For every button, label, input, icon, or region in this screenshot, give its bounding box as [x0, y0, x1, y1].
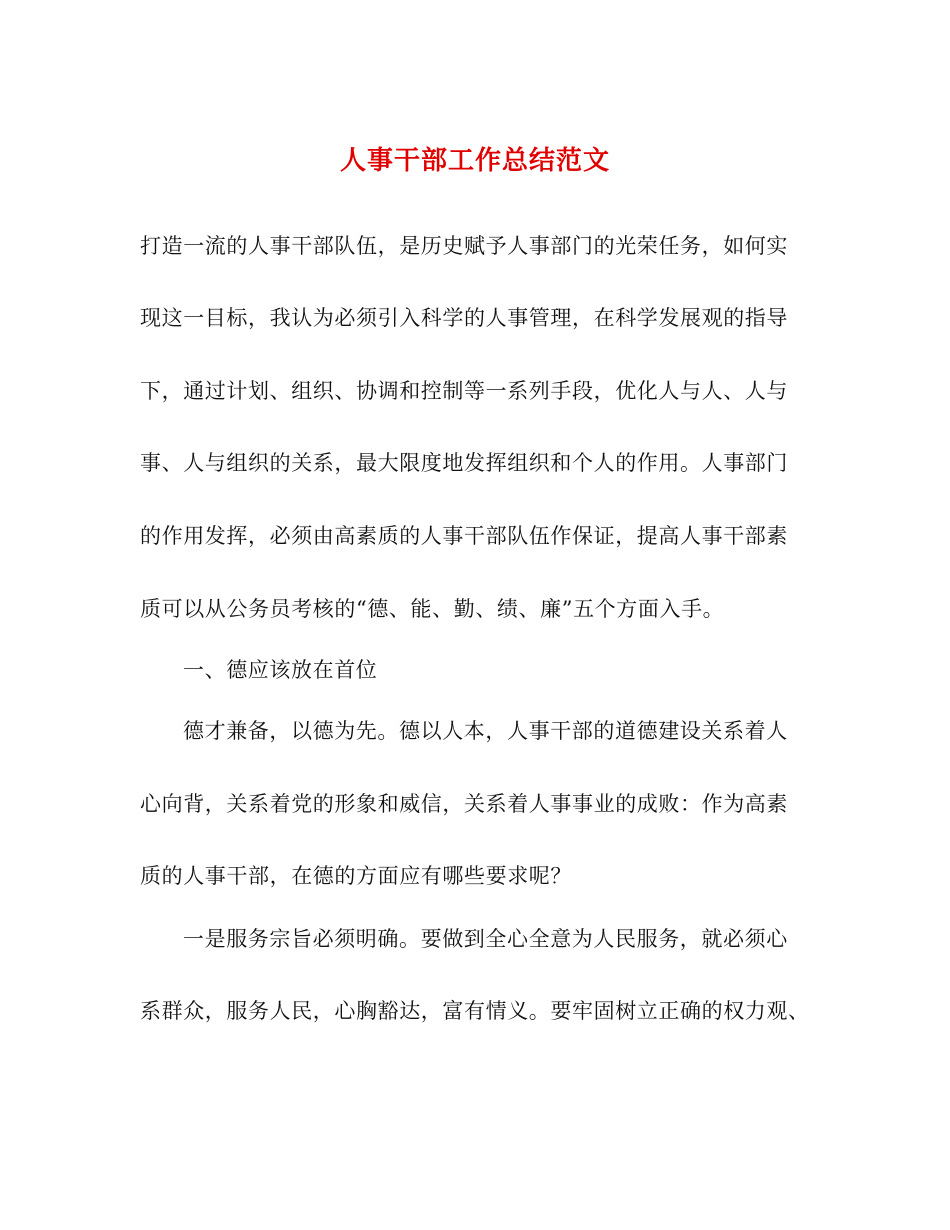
paragraph-line: 的作用发挥，必须由高素质的人事干部队伍作保证，提高人事干部素 [140, 524, 788, 548]
paragraph-line: 心向背，关系着党的形象和威信，关系着人事事业的成败：作为高素 [140, 792, 788, 816]
paragraph-line: 事、人与组织的关系，最大限度地发挥组织和个人的作用。人事部门 [140, 451, 788, 475]
paragraph-line: 下，通过计划、组织、协调和控制等一系列手段，优化人与人、人与 [140, 379, 788, 403]
paragraph-line: 质的人事干部，在德的方面应有哪些要求呢？ [140, 864, 572, 888]
paragraph-line: 一是服务宗旨必须明确。要做到全心全意为人民服务，就必须心 [183, 927, 788, 951]
paragraph-line: 打造一流的人事干部队伍，是历史赋予人事部门的光荣任务，如何实 [140, 234, 788, 258]
section-heading: 一、德应该放在首位 [183, 658, 378, 682]
paragraph-line: 系群众，服务人民，心胸豁达，富有情义。要牢固树立正确的权力观、 [140, 999, 810, 1023]
paragraph-line: 德才兼备，以德为先。德以人本，人事干部的道德建设关系着人 [183, 719, 788, 743]
paragraph-line: 质可以从公务员考核的“德、能、勤、绩、廉”五个方面入手。 [140, 597, 725, 621]
document-title: 人事干部工作总结范文 [339, 146, 610, 176]
paragraph-line: 现这一目标，我认为必须引入科学的人事管理，在科学发展观的指导 [140, 306, 788, 330]
